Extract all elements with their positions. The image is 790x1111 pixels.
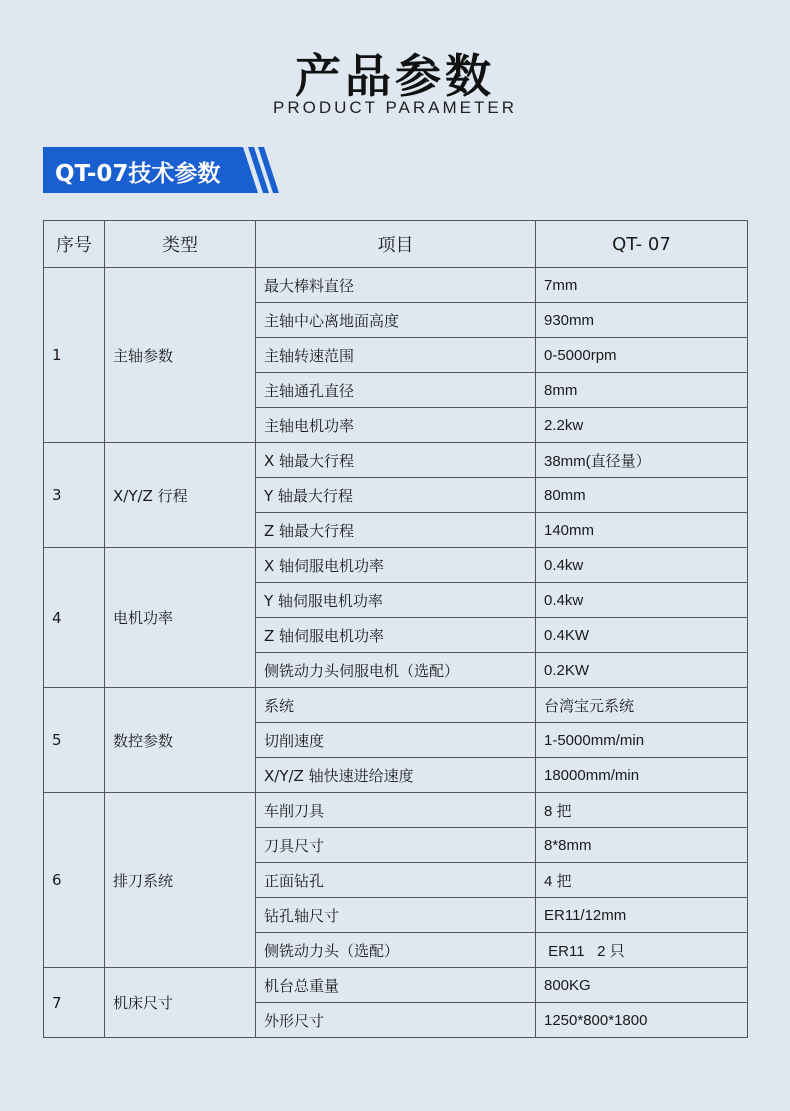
- param-value: 0.4KW: [536, 618, 748, 653]
- param-item: Y 轴伺服电机功率: [256, 583, 536, 618]
- param-item: 钻孔轴尺寸: [256, 898, 536, 933]
- group-number: 5: [44, 688, 105, 793]
- param-item: X 轴最大行程: [256, 443, 536, 478]
- header-num: 序号: [44, 221, 105, 268]
- table-row: [44, 968, 748, 1003]
- param-value: 1250*800*1800: [536, 1003, 748, 1038]
- page-subtitle: PRODUCT PARAMETER: [272, 98, 517, 117]
- param-value: 2.2kw: [536, 408, 748, 443]
- section-banner: [43, 147, 283, 193]
- param-item: Y 轴最大行程: [256, 478, 536, 513]
- table-row: [44, 268, 748, 303]
- group-number: 1: [44, 268, 105, 443]
- param-item: 刀具尺寸: [256, 828, 536, 863]
- param-item: 主轴通孔直径: [256, 373, 536, 408]
- param-item: X 轴伺服电机功率: [256, 548, 536, 583]
- header-type: 类型: [105, 221, 256, 268]
- page-title: 产品参数: [295, 49, 495, 103]
- param-value: 8 把: [536, 793, 748, 828]
- param-value: ER11/12mm: [536, 898, 748, 933]
- group-number: 7: [44, 968, 105, 1038]
- param-value: 0-5000rpm: [536, 338, 748, 373]
- group-type: 排刀系统: [105, 793, 256, 968]
- param-value: 7mm: [536, 268, 748, 303]
- section-banner-label: QT-07技术参数: [55, 161, 221, 187]
- param-value: ER11 2 只: [536, 933, 748, 968]
- param-value: 8*8mm: [536, 828, 748, 863]
- param-item: 机台总重量: [256, 968, 536, 1003]
- param-value: 140mm: [536, 513, 748, 548]
- param-value: 0.4kw: [536, 548, 748, 583]
- table-row: [44, 688, 748, 723]
- param-item: 车削刀具: [256, 793, 536, 828]
- group-type: X/Y/Z 行程: [105, 443, 256, 548]
- param-item: 正面钻孔: [256, 863, 536, 898]
- header-value: QT- 07: [536, 221, 748, 268]
- param-value: 800KG: [536, 968, 748, 1003]
- param-item: 系统: [256, 688, 536, 723]
- param-item: Z 轴最大行程: [256, 513, 536, 548]
- group-type: 电机功率: [105, 548, 256, 688]
- group-type: 机床尺寸: [105, 968, 256, 1038]
- spec-table: [43, 220, 748, 1038]
- header-item: 项目: [256, 221, 536, 268]
- table-row: [44, 443, 748, 478]
- param-item: 主轴转速范围: [256, 338, 536, 373]
- param-value: 1-5000mm/min: [536, 723, 748, 758]
- group-type: 主轴参数: [105, 268, 256, 443]
- param-value: 8mm: [536, 373, 748, 408]
- param-value: 38mm(直径量）: [536, 443, 748, 478]
- param-value: 0.4kw: [536, 583, 748, 618]
- param-item: 外形尺寸: [256, 1003, 536, 1038]
- group-number: 4: [44, 548, 105, 688]
- param-value: 4 把: [536, 863, 748, 898]
- param-item: X/Y/Z 轴快速进给速度: [256, 758, 536, 793]
- param-value: 台湾宝元系统: [536, 688, 748, 723]
- param-value: 18000mm/min: [536, 758, 748, 793]
- table-body: [44, 268, 748, 1038]
- param-item: Z 轴伺服电机功率: [256, 618, 536, 653]
- param-item: 侧铣动力头伺服电机（选配）: [256, 653, 536, 688]
- group-type: 数控参数: [105, 688, 256, 793]
- param-value: 80mm: [536, 478, 748, 513]
- group-number: 3: [44, 443, 105, 548]
- param-item: 侧铣动力头（选配）: [256, 933, 536, 968]
- group-number: 6: [44, 793, 105, 968]
- param-item: 最大棒料直径: [256, 268, 536, 303]
- param-item: 主轴中心离地面高度: [256, 303, 536, 338]
- table-row: [44, 793, 748, 828]
- param-item: 主轴电机功率: [256, 408, 536, 443]
- param-value: 930mm: [536, 303, 748, 338]
- table-row: [44, 548, 748, 583]
- param-item: 切削速度: [256, 723, 536, 758]
- param-value: 0.2KW: [536, 653, 748, 688]
- table-header-row: [44, 221, 748, 268]
